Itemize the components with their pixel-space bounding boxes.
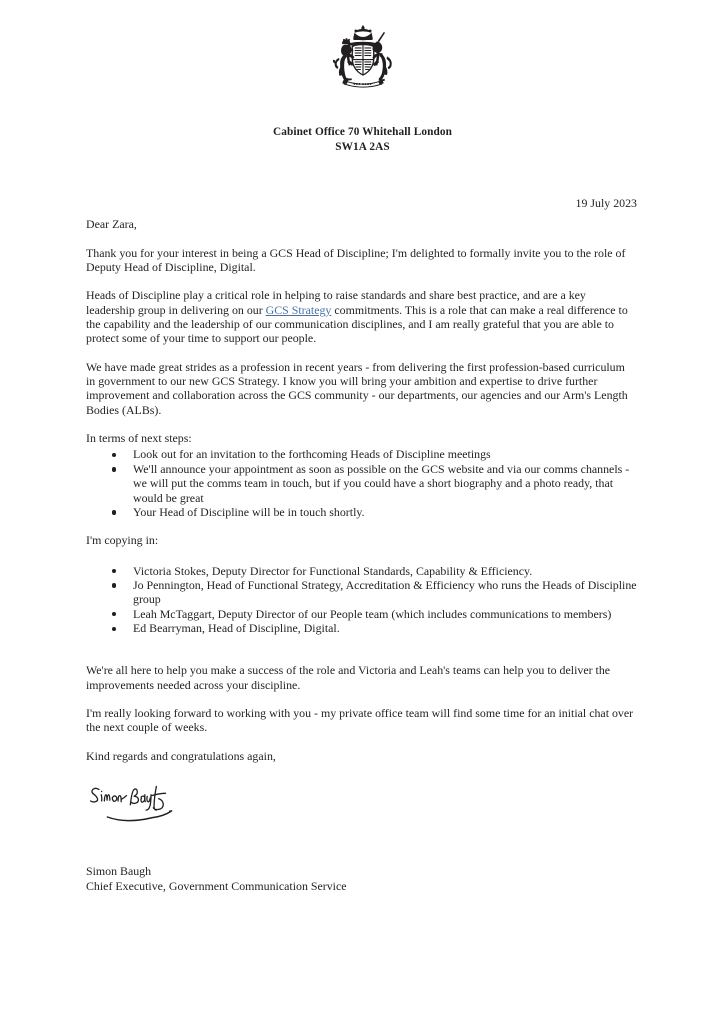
handwritten-signature-icon <box>86 780 216 828</box>
signatory-title: Chief Executive, Government Communication Service <box>86 879 347 894</box>
paragraph-role <box>86 288 637 345</box>
gcs-strategy-link[interactable]: GCS Strategy <box>265 302 332 317</box>
paragraph-progress: We have made great strides as a profession in recent years - from delivering the first profession-based curriculum in government to our new GCS Strategy. I know you will bring your ambition and expertise to drive further improvement and collaboration across the GCS community - our departments, our agencies and our Arm's Length Bodies (ALBs). <box>86 359 628 417</box>
signatory-name: Simon Baugh <box>86 864 152 878</box>
letterhead-address <box>0 125 725 155</box>
paragraph-role-text-after-link: commitments. This is a role that can make a real difference to the capability and the leadership of our communication disciplines, and I am really grateful that you are able to protect some of your time to support our people. <box>86 302 628 346</box>
salutation: Dear Zara, <box>86 217 137 232</box>
letterhead <box>0 0 725 155</box>
signature-details <box>86 864 546 894</box>
list-item: Jo Pennington, Head of Functional Strategy, Accreditation & Efficiency who runs the Heads of Discipline group <box>86 578 637 607</box>
letter-date: 19 July 2023 <box>575 196 637 210</box>
list-item: Victoria Stokes, Deputy Director for Functional Standards, Capability & Efficiency. <box>86 564 637 578</box>
paragraph-closing-1: We're all here to help you make a success of the role and Victoria and Leah's teams can help you to deliver the improvements needed across your discipline. <box>86 663 611 692</box>
list-item: We'll announce your appointment as soon as possible on the GCS website and via our comms channels - we will put the comms team in touch, but if you could have a short biography and a photo ready, that would be great <box>86 462 637 505</box>
signature-block <box>86 780 546 894</box>
list-item: Your Head of Discipline will be in touch shortly. <box>86 505 637 519</box>
address-line-1: Cabinet Office 70 Whitehall London <box>273 126 452 138</box>
list-item: Ed Bearryman, Head of Discipline, Digital. <box>86 621 637 635</box>
paragraph-sign-off: Kind regards and congratulations again, <box>86 748 276 763</box>
paragraph-closing-2: I'm really looking forward to working with you - my private office team will find some time for an initial chat over the next couple of weeks. <box>86 705 634 735</box>
copying-in-heading: I'm copying in: <box>86 533 159 548</box>
list-item: Look out for an invitation to the forthcoming Heads of Discipline meetings <box>86 447 637 461</box>
paragraph-role-text-before-link: Heads of Discipline play a critical role in helping to raise standards and share best practice, and are a key leadership group in delivering on our <box>86 288 586 317</box>
address-line-2: SW1A 2AS <box>335 141 390 153</box>
paragraph-intro: Thank you for your interest in being a GCS Head of Discipline; I'm delighted to formally invite you to the role of Deputy Head of Discipline, Digital. <box>86 245 626 275</box>
letter-content <box>86 196 637 777</box>
next-steps-heading: In terms of next steps: <box>86 431 192 446</box>
next-steps-list <box>86 447 637 519</box>
list-item: Leah McTaggart, Deputy Director of our People team (which includes communications to members) <box>86 607 637 621</box>
copying-in-list <box>86 564 637 636</box>
royal-coat-of-arms-icon <box>320 22 406 108</box>
